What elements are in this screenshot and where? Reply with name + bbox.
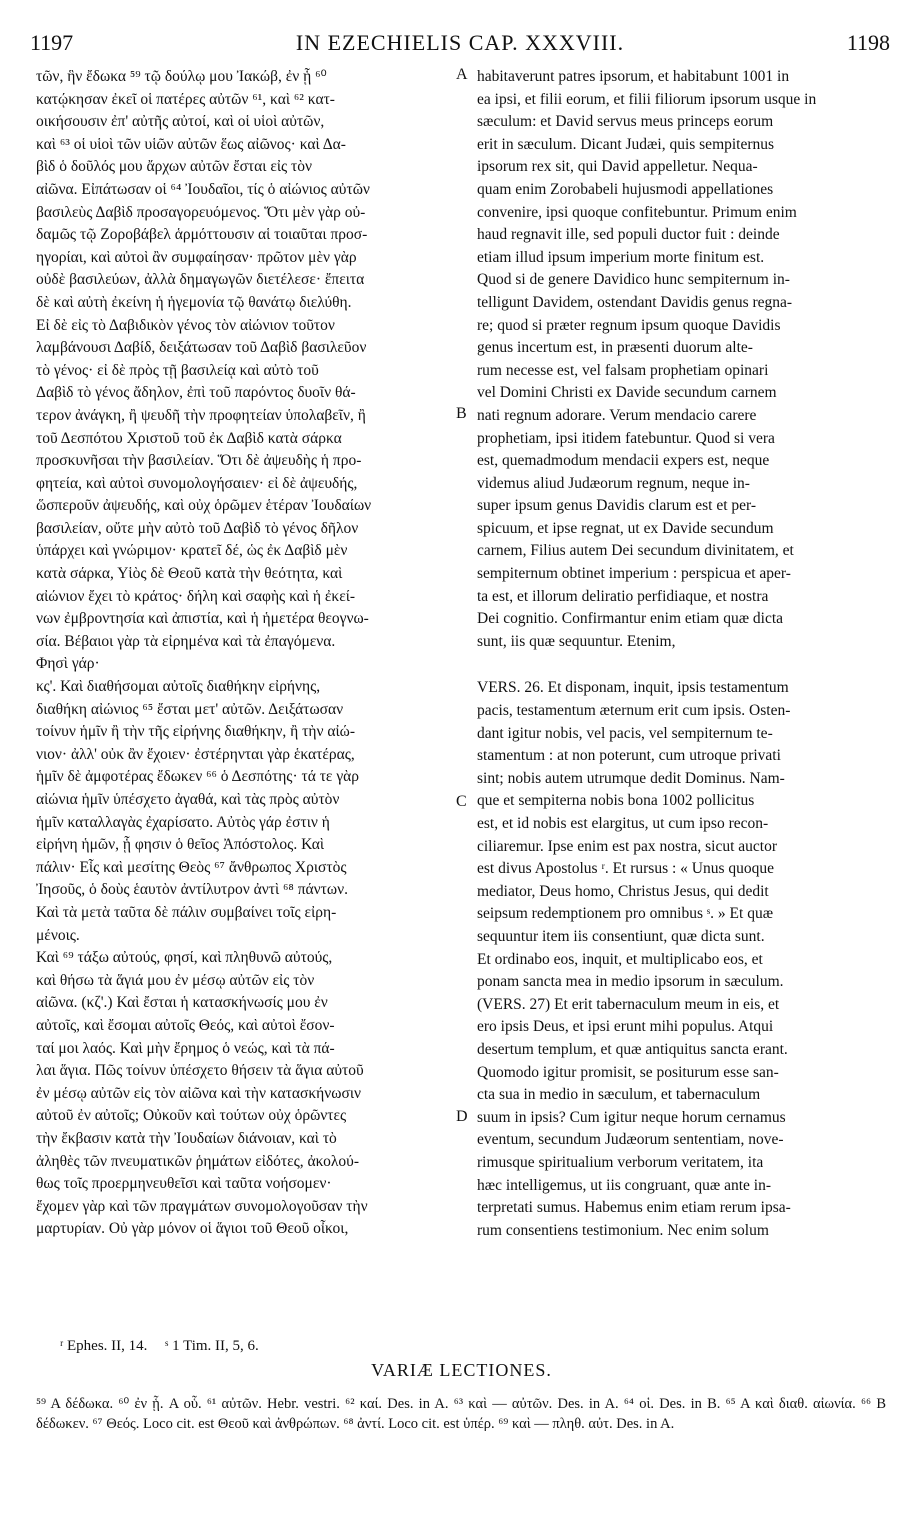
greek-line: ἡμῖν καταλλαγὰς ἐχαρίσατο. Αὐτὸς γάρ ἐστιν ἡ [36, 813, 330, 831]
latin-line: est, quemadmodum mendacii expers est, neque [477, 452, 770, 470]
greek-line: αἰώνιον ἔχει τὸ κράτος· δήλη καὶ σαφὴς καὶ ἡ ἐκεί- [36, 587, 356, 605]
latin-line: ta est, et illorum deliratio perfidiaque, et nostra [477, 587, 769, 605]
latin-line: carnem, Filius autem Dei secundum divinitatem, et [477, 542, 794, 560]
variae-lectiones-text: ⁵⁹ A δέδωκα. ⁶⁰ ἐν ᾗ. A οὗ. ⁶¹ αὐτῶν. Hebr. vestri. ⁶² καί. Des. in A. ⁶³ καὶ — αὐτῶν. Des. in A. ⁶⁴ οἱ. Des. in B. ⁶⁵ A καὶ διαθ. αἰωνία. ⁶⁶ B δέδωκεν. ⁶⁷ Θεός. Loco cit. est Θεοῦ καὶ ἀνθρώπων. ⁶⁸ ἀντί. Loco cit. est ὑπέρ. ⁶⁹ καὶ — πληθ. αὐτ. Des. in A. [36, 1396, 886, 1432]
latin-line: sæculum: et David servus meus princeps eorum [477, 113, 774, 131]
greek-line: Καὶ τὰ μετὰ ταῦτα δὲ πάλιν συμβαίνει τοῖς εἰρη- [36, 903, 337, 921]
greek-line: ἐν μέσῳ αὐτῶν εἰς τὸν αἰῶνα καὶ τὴν κατασκήνωσιν [36, 1084, 362, 1102]
latin-line: (VERS. 27) Et erit tabernaculum meum in eis, et [477, 995, 780, 1013]
greek-line: λαμβάνουσι Δαβίδ, δειξάτωσαν τοῦ Δαβὶδ βασιλεῦον [36, 339, 367, 357]
latin-line: prophetiam, ipsi itidem fatebuntur. Quod si vera [477, 429, 775, 447]
latin-line: que et sempiterna nobis bona 1002 pollicitus [477, 792, 755, 810]
greek-line: τὴν ἔκβασιν κατὰ τὴν Ἰουδαίων διάνοιαν, καὶ τὸ [36, 1129, 337, 1147]
greek-line: αὐτοῖς, καὶ ἔσομαι αὐτοῖς Θεός, καὶ αὐτοὶ ἔσον- [36, 1016, 335, 1034]
latin-line: sequuntur item iis consentiunt, quæ dicta sunt. [477, 927, 765, 945]
latin-line: Quomodo igitur promisit, se positurum esse san- [477, 1063, 779, 1081]
greek-line: αὐτοῦ ἐν αὐτοῖς; Οὐκοῦν καὶ τούτων οὐχ ὁρῶντες [36, 1107, 347, 1125]
latin-line: est, et id nobis est elargitus, ut cum ipso recon- [477, 815, 769, 832]
greek-line: Φησὶ γάρ· [36, 655, 100, 673]
latin-line: sunt, iis quæ sequuntur. Etenim, [477, 632, 676, 650]
greek-line: καὶ θήσω τὰ ἅγιά μου ἐν μέσῳ αὐτῶν εἰς τὸν [36, 971, 315, 989]
latin-line: mediator, Deus homo, Christus Jesus, qui dedit [477, 882, 769, 900]
page-number-left: 1197 [30, 30, 74, 55]
latin-line: est divus Apostolus ʳ. Et rursus : « Unus quoque [477, 860, 775, 878]
latin-column [477, 66, 889, 1242]
greek-line: κατῴκησαν ἐκεῖ οἱ πατέρες αὐτῶν ⁶¹, καὶ ⁶² κατ- [36, 90, 335, 108]
latin-line: pacis, testamentum æternum erit cum ipsis. Osten- [477, 702, 791, 720]
greek-line: λαι ἅγια. Πῶς τοίνυν ὑπέσχετο θήσειν τὰ ἅγια αὐτοῦ [36, 1062, 364, 1080]
greek-line: φητεία, καὶ αὐτοὶ συνομολογήσαιεν· εἰ δὲ ἀψευδής, [36, 474, 358, 492]
greek-line: ὥσπεροῦν ἀψευδής, καὶ οὐχ ὁρῶμεν ἑτέραν Ἰουδαίων [36, 497, 372, 515]
latin-line: suum in ipsis? Cum igitur neque horum cernamus [477, 1108, 786, 1126]
greek-line: τὸ γένος· εἰ δὲ πρὸς τῇ βασιλείᾳ καὶ αὐτὸ τοῦ [36, 361, 319, 379]
latin-line: re; quod si præter regnum ipsum quoque Davidis [477, 316, 781, 334]
greek-line: Δαβὶδ τὸ γένος ἄδηλον, ἐπὶ τοῦ παρόντος δυοῖν θά- [36, 384, 356, 402]
latin-line: terpretati sumus. Habemus enim etiam rerum ipsa- [477, 1199, 791, 1217]
greek-line: οικήσουσιν ἐπ' αὐτῆς αὐτοί, καὶ οἱ υἱοὶ αὐτῶν, [36, 113, 325, 131]
greek-line: σία. Βέβαιοι γὰρ τὰ εἰρημένα καὶ τὰ ἐπαγόμενα. [36, 632, 336, 650]
greek-line: Εἰ δὲ εἰς τὸ Δαβιδικὸν γένος τὸν αἰώνιον τοῦτον [36, 316, 335, 334]
greek-line: τῶν, ἣν ἔδωκα ⁵⁹ τῷ δούλῳ μου Ἰακώβ, ἐν ᾗ ⁶⁰ [36, 68, 327, 85]
latin-line: hæc intelligemus, ut iis congruant, quæ ante in- [477, 1176, 772, 1194]
greek-line: κς'. Καὶ διαθήσομαι αὐτοῖς διαθήκην εἰρήνης, [36, 678, 321, 696]
latin-line: quam enim Zorobabeli hujusmodi appellationes [477, 180, 774, 198]
greek-line: αἰῶνα. Εἰπάτωσαν οἱ ⁶⁴ Ἰουδαῖοι, τίς ὁ αἰώνιος αὐτῶν [36, 180, 370, 198]
greek-line: Καὶ ⁶⁹ τάξω αὐτούς, φησί, καὶ πληθυνῶ αὐτούς, [36, 949, 333, 967]
greek-line: μαρτυρίαν. Οὐ γὰρ μόνον οἱ ἅγιοι τοῦ Θεοῦ οἶκοι, [36, 1220, 349, 1238]
page-number-right: 1198 [846, 30, 890, 55]
latin-line: VERS. 26. Et disponam, inquit, ipsis testamentum [477, 679, 789, 697]
greek-line: ἀληθὲς τῶν πνευματικῶν ῥημάτων εἰδότες, ἀκολού- [36, 1152, 359, 1170]
latin-line: rum consentiens testimonium. Nec enim solum [477, 1221, 769, 1239]
latin-line: sint; nobis autem utrumque dedit Dominus. Nam- [477, 769, 785, 787]
greek-line: ἡμῖν δὲ ἀμφοτέρας ἔδωκεν ⁶⁶ ὁ Δεσπότης· τά τε γὰρ [36, 768, 360, 786]
variae-lectiones-title: VARIÆ LECTIONES. [371, 1360, 552, 1380]
margin-marker-a: A [456, 66, 468, 83]
latin-line: Dei cognitio. Confirmantur enim etiam quæ dicta [477, 610, 784, 628]
latin-line: etiam illud ipsum imperium morte finitum est. [477, 248, 765, 266]
latin-line: vel Domini Christi ex Davide secundum carnem [477, 384, 777, 402]
page-header [30, 30, 890, 66]
latin-line: desertum templum, et quæ antiquitus sancta erant. [477, 1040, 788, 1058]
latin-line: cta sua in medio in sæculum, et tabernaculum [477, 1086, 761, 1104]
greek-line: προσκυνῆσαι τὴν βασιλείαν. Ὅτι δὲ ἀψευδὴς ἡ προ- [36, 452, 362, 470]
latin-line: videmus aliud Judæorum regnum, neque in- [477, 474, 750, 492]
latin-line: ipsorum rex sit, qui David appelletur. Nequa- [477, 158, 758, 176]
greek-line: αἰῶνα. (κζ'.) Καὶ ἔσται ἡ κατασκήνωσίς μου ἐν [36, 994, 328, 1012]
margin-marker-c: C [456, 793, 467, 810]
greek-line: βασιλείαν, οὔτε μὴν αὐτὸ τοῦ Δαβὶδ τὸ γένος δῆλον [36, 519, 359, 537]
greek-line: ἔχομεν γὰρ καὶ τῶν πραγμάτων συνομολογοῦσαν τὴν [36, 1197, 368, 1215]
latin-line: super ipsum genus Davidis clarum est et per- [477, 497, 757, 515]
footnote: ˢ 1 Tim. II, 5, 6. [165, 1338, 259, 1354]
latin-line: rimusque spiritualium verborum veritatem, ita [477, 1153, 764, 1171]
margin-marker-b: B [456, 405, 467, 422]
greek-line: θως τοῖς προερμηνευθεῖσι καὶ ταῦτα νοήσομεν· [36, 1175, 332, 1193]
footnotes [60, 1338, 273, 1355]
greek-line: ὑπάρχει καὶ γνώριμον· κρατεῖ δέ, ὡς ἐκ Δαβὶδ μὲν [36, 542, 348, 560]
latin-line: Et ordinabo eos, inquit, et multiplicabo eos, et [477, 950, 763, 968]
latin-line: ero ipsis Deus, et ipsi erunt mihi populus. Atqui [477, 1018, 774, 1036]
latin-line: ciliaremur. Ipse enim est pax nostra, sicut auctor [477, 837, 778, 855]
latin-line: ea ipsi, et filii eorum, et filii filiorum ipsorum usque in [477, 90, 817, 108]
greek-line: πάλιν· Εἷς καὶ μεσίτης Θεὸς ⁶⁷ ἄνθρωπος Χριστὸς [36, 858, 347, 876]
latin-line: dant igitur nobis, vel pacis, vel sempiternum te- [477, 724, 773, 742]
latin-line: stamentum : at non poterunt, cum utroque privati [477, 747, 781, 765]
latin-line: spicuum, et ipse regnat, ut ex Davide secundum [477, 519, 774, 537]
greek-line: διαθήκη αἰώνιος ⁶⁵ ἔσται μετ' αὐτῶν. Δειξάτωσαν [36, 700, 344, 718]
latin-line: seipsum redemptionem pro omnibus ˢ. » Et quæ [477, 905, 774, 923]
greek-line: δὲ καὶ αὐτὴ ἐκείνη ἡ ἡγεμονία τῷ θανάτῳ διελύθη. [36, 293, 352, 311]
latin-line: eventum, secundum Judæorum sententiam, nove- [477, 1131, 784, 1149]
greek-line: κατὰ σάρκα, Υἱὸς δὲ Θεοῦ κατὰ τὴν θεότητα, καὶ [36, 565, 343, 583]
latin-line: nati regnum adorare. Verum mendacio carere [477, 406, 757, 424]
greek-line: μένοις. [36, 926, 80, 944]
running-title: IN EZECHIELIS CAP. XXXVIII. [295, 30, 625, 55]
latin-line: habitaverunt patres ipsorum, et habitabunt 1001 in [477, 68, 790, 85]
greek-line: Ἰησοῦς, ὁ δοὺς ἑαυτὸν ἀντίλυτρον ἀντὶ ⁶⁸ πάντων. [36, 881, 348, 899]
greek-line: δαμῶς τῷ Ζοροβάβελ ἁρμόττουσιν αἱ τοιαῦται προσ- [36, 226, 368, 244]
footnote: ʳ Ephes. II, 14. [60, 1338, 148, 1354]
greek-line: αἰώνια ἡμῖν ὑπέσχετο ἀγαθά, καὶ τὰς πρὸς αὐτὸν [36, 791, 340, 808]
greek-line: καὶ ⁶³ οἱ υἱοὶ τῶν υἱῶν αὐτῶν ἕως αἰῶνος· καὶ Δα- [36, 135, 346, 153]
greek-line: τοῦ Δεσπότου Χριστοῦ τοῦ ἐκ Δαβὶδ κατὰ σάρκα [36, 429, 342, 447]
greek-line: τερον ἀνάγκη, ἢ ψευδῆ τὴν προφητείαν ὑπολαβεῖν, ἢ [36, 406, 366, 424]
latin-line [477, 653, 889, 677]
greek-line: ηγορίαι, καὶ αὐτοὶ ἂν συμφαίησαν· πρῶτον μὲν γὰρ [36, 248, 357, 266]
latin-line: genus incertum est, in præsenti duorum alte- [477, 339, 753, 357]
greek-line: εἰρήνη ἡμῶν, ᾗ φησιν ὁ θεῖος Ἀπόστολος. Καὶ [36, 836, 324, 854]
latin-line: haud regnavit ille, sed populi ductor fuit : deinde [477, 226, 780, 244]
greek-line: νων ἐμβροντησία καὶ ἀπιστία, καὶ ἡ ἡμετέρα θεογνω- [36, 610, 369, 628]
latin-line: telligunt Davidem, ostendant Davidis genus regna- [477, 293, 793, 311]
greek-line: τοίνυν ἡμῖν ἢ τὴν τῆς εἰρήνης διαθήκην, ἢ τὴν αἰώ- [36, 723, 356, 741]
margin-marker-d: D [456, 1108, 468, 1125]
greek-column [36, 66, 454, 1241]
greek-line: νιον· ἀλλ' οὐκ ἂν ἔχοιεν· ἐστέρηνται γὰρ ἑκατέρας, [36, 745, 355, 763]
latin-line: Quod si de genere Davidico hunc sempiternum in- [477, 271, 790, 289]
greek-line: βασιλεὺς Δαβὶδ προσαγορευόμενος. Ὅτι μὲν γὰρ οὐ- [36, 203, 366, 221]
latin-line: convenire, ipsi quoque confitebuntur. Primum enim [477, 203, 797, 221]
greek-line: ταί μοι λαός. Καὶ μὴν ἔρημος ὁ νεώς, καὶ τὰ πά- [36, 1039, 335, 1057]
latin-line: ponam sancta mea in medio ipsorum in sæculum. [477, 973, 784, 991]
latin-line: sempiternum obtinet imperium : perspicua et aper- [477, 565, 791, 583]
greek-line: οὐδὲ βασιλεύων, ἀλλὰ δημαγωγῶν διετέλεσε· ἔπειτα [36, 271, 365, 289]
greek-line: βὶδ ὁ δοῦλός μου ἄρχων αὐτῶν ἔσται εἰς τὸν [36, 158, 313, 176]
latin-line: erit in sæculum. Dicant Judæi, quis sempiternus [477, 135, 775, 153]
latin-line: rum necesse est, vel falsam prophetiam opinari [477, 361, 769, 379]
